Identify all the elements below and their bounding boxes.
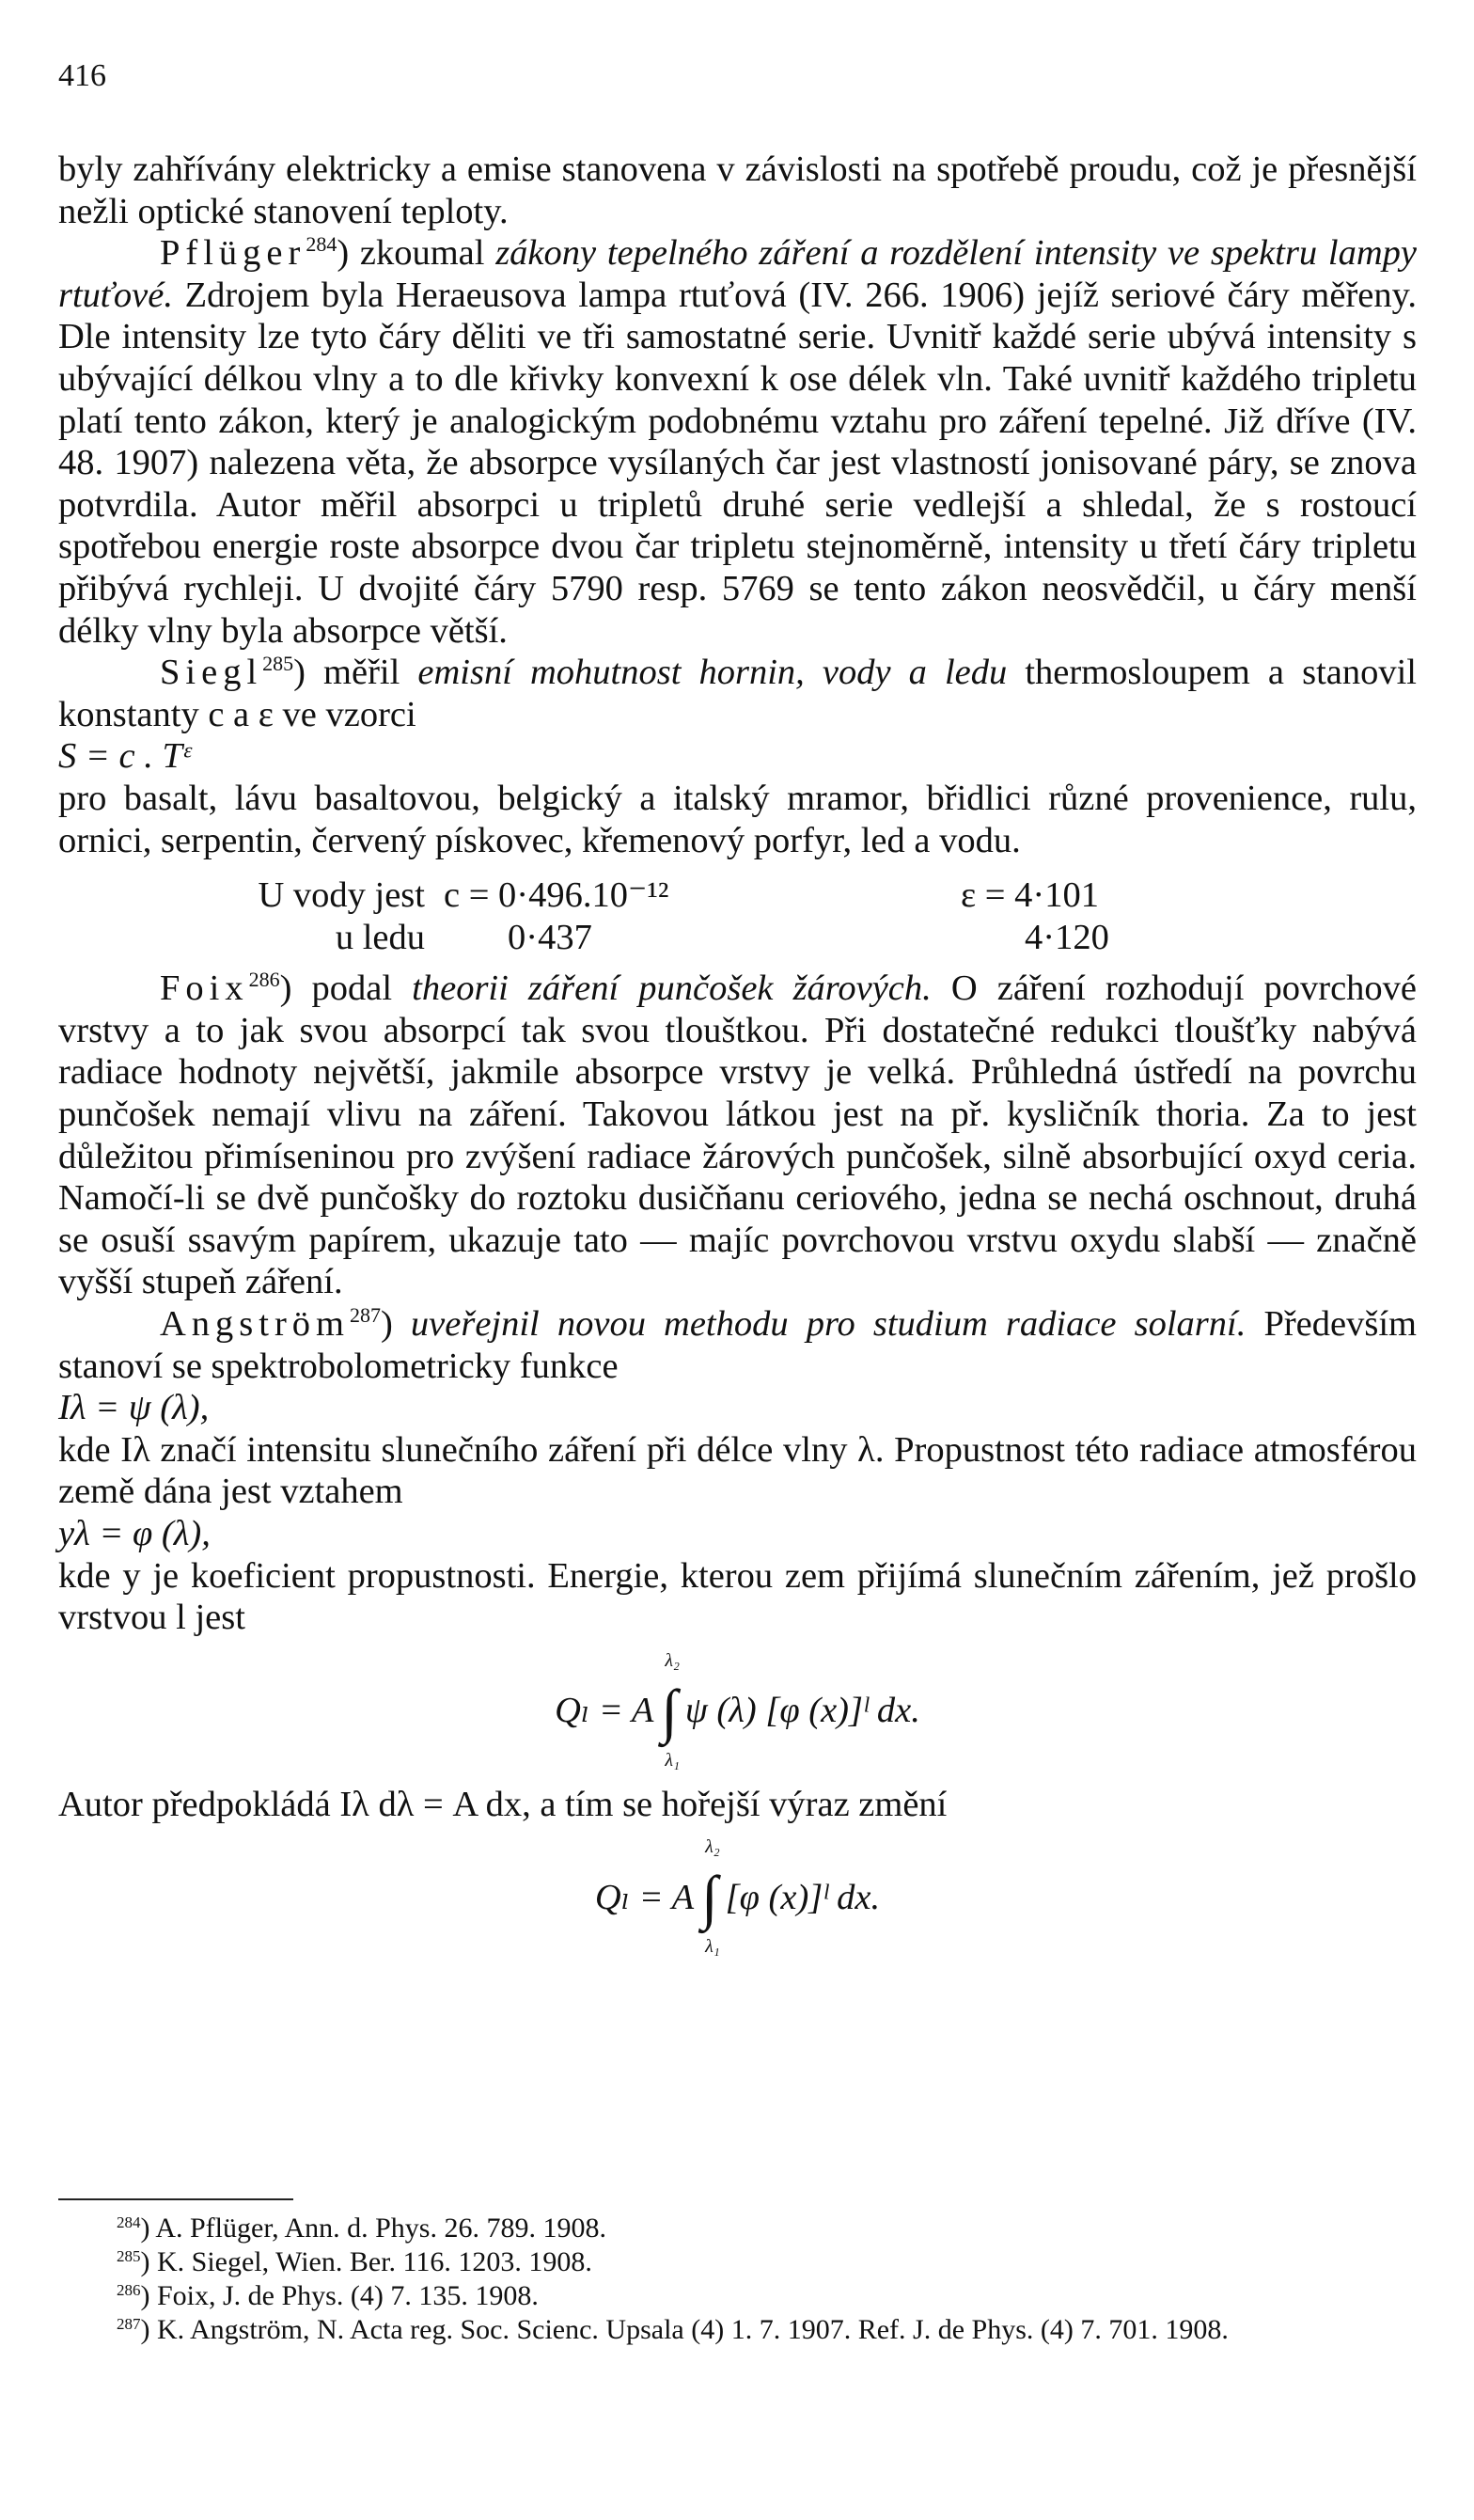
footnote-ref: 286 [248, 968, 280, 992]
equation-4 [58, 1649, 1417, 1771]
italic-title: zákony tepelného záření a rozdělení intensity ve spektru lampy rtuťové. [58, 233, 1417, 315]
lead-text: ) [381, 1304, 411, 1345]
value-e: ε = 4·101 [961, 875, 1099, 916]
footnote-ref: 285 [262, 652, 294, 676]
footnote-ref: 287 [350, 1303, 381, 1328]
footnote-number: 287 [117, 2315, 141, 2333]
footnote [58, 2279, 1417, 2313]
paragraph-intensity: kde Iλ značí intensitu slunečního záření při délce vlny λ. Propustnost této radiace atmosférou země dána jest vztahem [58, 1429, 1417, 1512]
paragraph-text: O záření rozhodují povrchové vrstvy a to jak svou absorpcí tak svou tlouštkou. Při dostatečné redukci tloušťky nabývá radiace hodnoty největší, jakmile absorpce vrstvy je velká. Průhledná ústředí na povrchu punčošek nemají vlivu na záření. Takovou látkou jest na př. kysličník thoria. Za to jest důležitou přimíseninou pro zvýšení radiace žárových punčošek, silně absorbující oxyd ceria. Namočí-li se dvě punčošky do roztoku dusičňanu ceriového, jedna se nechá oschnout, druhá se osuší ssavým papírem, ukazuje tato — majíc povrchovou vrstvu oxydu slabší — značně vyšší stupeň záření. [58, 969, 1418, 1302]
equation-rhs: ψ (λ) [φ (x)]ˡ dx. [684, 1691, 920, 1731]
footnote-text: ) K. Angström, N. Acta reg. Soc. Scienc. Upsala (4) 1. 7. 1907. Ref. J. de Phys. (4) 7. 701. 1908. [140, 2314, 1229, 2345]
footnote [58, 2245, 1417, 2279]
equation-rhs: [φ (x)]ˡ dx. [725, 1878, 881, 1918]
author-name: Pflüger [160, 233, 306, 274]
lower-limit: λ₁ [705, 1936, 720, 1958]
paragraph-materials: pro basalt, lávu basaltovou, belgický a italský mramor, břidlici různé provenience, rulu, ornici, serpentin, červený pískovec, křemenový porfyr, led a vodu. [58, 778, 1417, 860]
italic-title: emisní mohutnost hornin, vody a ledu [417, 653, 1008, 693]
integral-sign: ∫ λ₂ λ₁ [661, 1649, 680, 1771]
integral-sign: ∫ λ₂ λ₁ [701, 1836, 720, 1958]
paragraph-assumption: Autor předpokládá Iλ dλ = A dx, a tím se hořejší výraz změní [58, 1784, 948, 1824]
equation-1: S = c . Tᵋ [58, 736, 191, 777]
upper-limit: λ₂ [705, 1836, 720, 1858]
paragraph-1: byly zahřívány elektricky a emise stanovena v závislosti na spotřebě proudu, což je přesnější nežli optické stanovení teploty. [58, 150, 1417, 231]
lower-limit: λ₁ [665, 1749, 680, 1771]
value-e: 4·120 [1025, 917, 1109, 957]
footnote-ref: 284 [306, 232, 337, 257]
paragraph-siegl [58, 652, 1417, 735]
footnote-text: ) K. Siegel, Wien. Ber. 116. 1203. 1908. [140, 2246, 592, 2277]
values-table [58, 874, 1417, 958]
footnote [58, 2313, 1417, 2347]
italic-title: uveřejnil novou methodu pro studium radiace solarní. [410, 1304, 1247, 1345]
equation-5 [58, 1836, 1417, 1958]
footnote [58, 2212, 1417, 2245]
paragraph-text: Zdrojem byla Heraeusova lampa rtuťová (IV. 266. 1906) jejíž seriové čáry měřeny. Dle intensity lze tyto čáry děliti ve tři samostatné serie. Uvnitř každé serie ubývá intensity s ubývající délkou vlny a to dle křivky konvexní k ose délek vln. Také uvnitř každého tripletu platí tento zákon, který je analogickým podobnému vztahu pro záření tepelné. Již dříve (IV. 48. 1907) nalezena věta, že absorpce vysílaných čar jest vlastností jonisované páry, se znova potvrdila. Autor měřil absorpci u tripletů druhé serie vedlejší a shledal, že s rostoucí spotřebou energie roste absorpce dvou čar tripletu stejnoměrně, intensity u třetí čáry tripletu přibývá rychleji. U dvojité čáry 5790 resp. 5769 se tento zákon neosvědčil, u čáry menší délky vlny byla absorpce větší. [58, 275, 1417, 651]
upper-limit: λ₂ [665, 1649, 680, 1671]
footnote-text: ) A. Pflüger, Ann. d. Phys. 26. 789. 1908. [140, 2213, 606, 2244]
equation-2: Iλ = ψ (λ), [58, 1388, 210, 1428]
paragraph-angstrom [58, 1303, 1417, 1387]
author-name: Siegl [160, 653, 263, 693]
paragraph-energy: kde y je koeficient propustnosti. Energie, kterou zem přijímá slunečním zářením, jež prošlo vrstvou l jest [58, 1555, 1417, 1638]
lead-text: ) zkoumal [337, 233, 496, 274]
author-name: Foix [160, 969, 249, 1009]
equation-lhs: Qₗ = A [594, 1878, 695, 1918]
value-c: c = 0·496.10⁻¹² [444, 875, 669, 916]
paragraph-pfluger [58, 232, 1417, 652]
lead-text: ) měřil [293, 653, 418, 693]
body-text [58, 149, 1417, 1970]
paragraph-text: thermosloupem a stanovil konstanty c a ε ve vzorci [58, 653, 1417, 734]
italic-title: theorii záření punčošek žárových. [412, 969, 932, 1009]
paragraph-foix [58, 968, 1417, 1303]
equation-3: yλ = φ (λ), [58, 1514, 211, 1553]
paragraph-text: Především stanoví se spektrobolometricky funkce [58, 1304, 1417, 1386]
lead-text: ) podal [279, 969, 413, 1009]
value-label: u ledu [335, 917, 425, 957]
footnote-text: ) Foix, J. de Phys. (4) 7. 135. 1908. [140, 2280, 539, 2311]
author-name: Angström [160, 1304, 350, 1345]
footnote-number: 285 [117, 2247, 141, 2265]
value-c: 0·437 [508, 917, 592, 957]
footnote-number: 284 [117, 2213, 141, 2231]
footnotes [58, 2212, 1417, 2347]
page-number: 416 [58, 58, 106, 93]
equation-lhs: Qₗ = A [555, 1691, 654, 1731]
value-label: U vody jest [258, 875, 425, 916]
footnote-divider [58, 2198, 293, 2200]
footnote-number: 286 [117, 2281, 141, 2299]
